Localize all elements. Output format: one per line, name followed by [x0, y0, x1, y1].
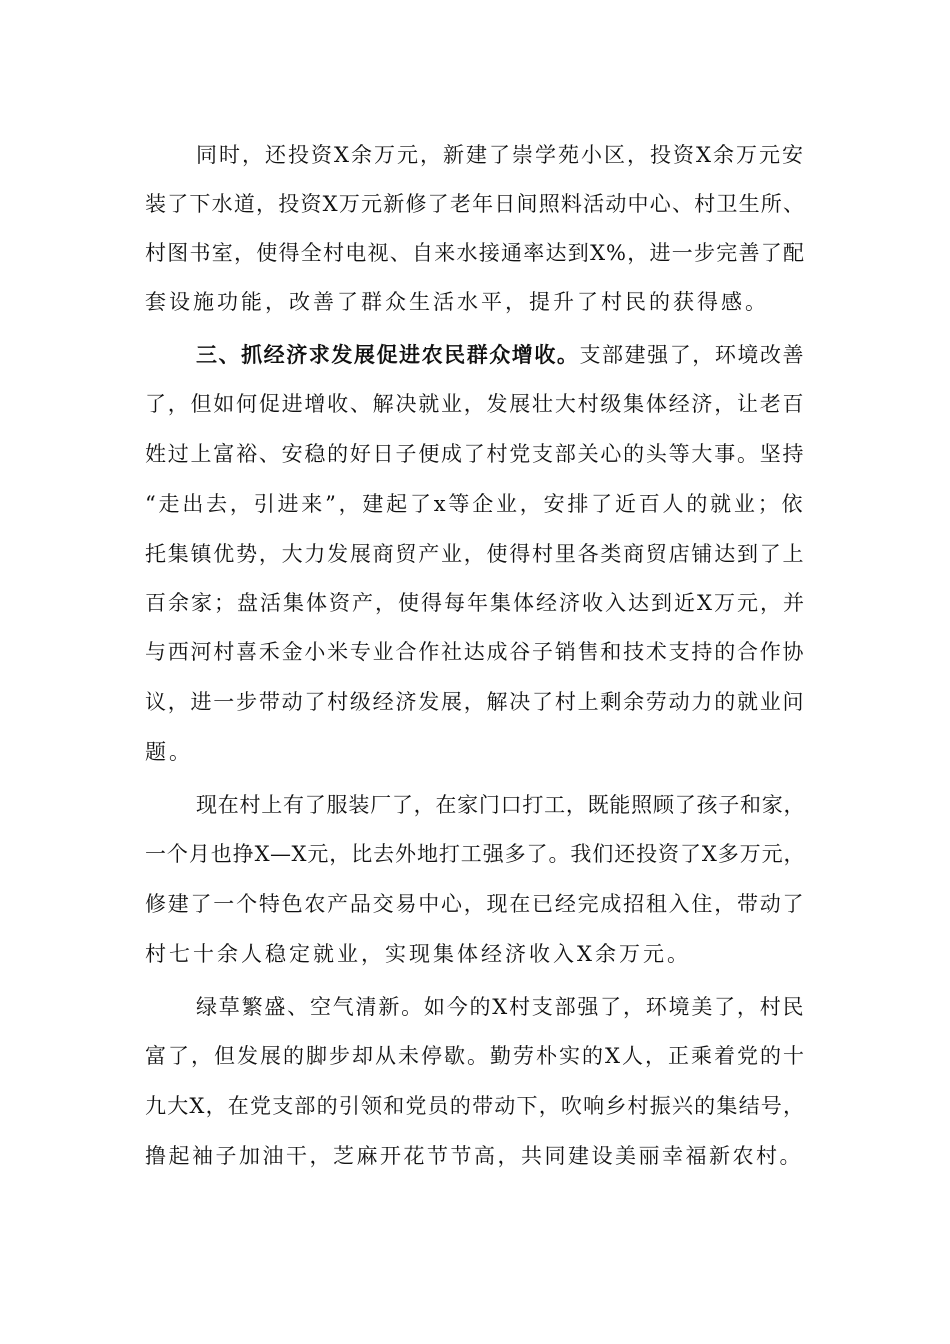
paragraph-2-line-6: 百余家；盘活集体资产，使得每年集体经济收入达到近X万元，并	[145, 591, 806, 615]
paragraph-2-line-4: “走出去，引进来”，建起了x等企业，安排了近百人的就业；依	[145, 492, 805, 516]
paragraph-2-line-7: 与西河村喜禾金小米专业合作社达成谷子销售和技术支持的合作协	[145, 640, 805, 664]
paragraph-3-line-3: 修建了一个特色农产品交易中心，现在已经完成招租入住，带动了	[145, 892, 805, 916]
paragraph-4-line-2: 富了，但发展的脚步却从未停歇。勤劳朴实的X人，正乘着党的十	[145, 1044, 806, 1068]
paragraph-1-line-4: 套设施功能，改善了群众生活水平，提升了村民的获得感。	[145, 290, 769, 314]
paragraph-1-line-1: 同时，还投资X余万元，新建了崇学苑小区，投资X余万元安	[196, 143, 805, 167]
paragraph-4-line-1: 绿草繁盛、空气清新。如今的X村支部强了，环境美了，村民	[196, 995, 805, 1019]
section-heading: 三、抓经济求发展促进农民群众增收。	[196, 342, 580, 367]
paragraph-4-line-3: 九大X，在党支部的引领和党员的带动下，吹响乡村振兴的集结号，	[145, 1094, 805, 1118]
paragraph-2-line-9: 题。	[145, 740, 193, 764]
paragraph-2-line-5: 托集镇优势，大力发展商贸产业，使得村里各类商贸店铺达到了上	[145, 542, 805, 566]
paragraph-1-line-3: 村图书室，使得全村电视、自来水接通率达到X%，进一步完善了配	[145, 241, 805, 265]
paragraph-2-line-2: 了，但如何促进增收、解决就业，发展壮大村级集体经济，让老百	[145, 392, 805, 416]
paragraph-2-line-1-text: 支部建强了，环境改善	[579, 343, 806, 367]
paragraph-1-line-2: 装了下水道，投资X万元新修了老年日间照料活动中心、村卫生所、	[145, 192, 805, 216]
paragraph-2-line-3: 姓过上富裕、安稳的好日子便成了村党支部关心的头等大事。坚持	[145, 442, 805, 466]
paragraph-3-line-1: 现在村上有了服装厂了，在家门口打工，既能照顾了孩子和家，	[196, 793, 805, 817]
paragraph-3-line-4: 村七十余人稳定就业，实现集体经济收入X余万元。	[145, 942, 691, 966]
paragraph-3-line-2: 一个月也挣X—X元，比去外地打工强多了。我们还投资了X多万元，	[145, 842, 805, 866]
paragraph-2-line-8: 议，进一步带动了村级经济发展，解决了村上剩余劳动力的就业问	[145, 690, 805, 714]
paragraph-4-line-4: 撸起袖子加油干，芝麻开花节节高，共同建设美丽幸福新农村。	[145, 1144, 803, 1168]
paragraph-2-line-1	[196, 337, 805, 373]
